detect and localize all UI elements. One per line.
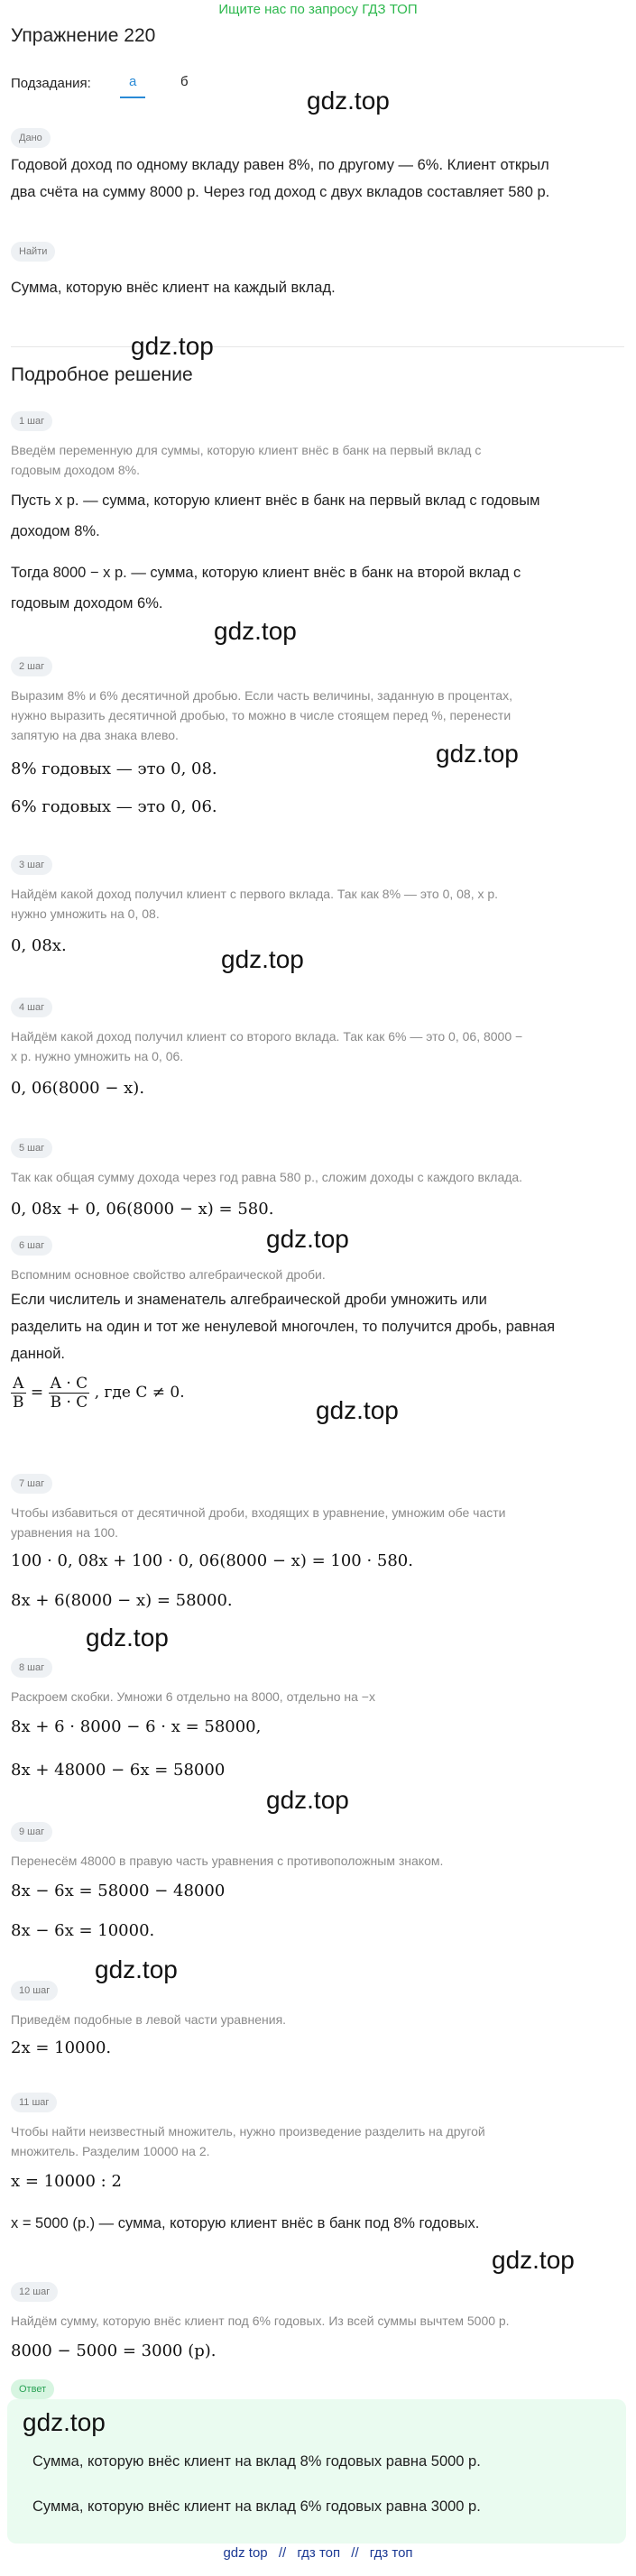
answer-line-1: Сумма, которую внёс клиент на вклад 8% годовых равна 5000 р. [32,2453,481,2470]
given-line-1: Годовой доход по одному вкладу равен 8%, по другому — 6%. Клиент открыл [11,157,549,173]
step-2-pill: 2 шаг [11,657,52,676]
section-title: Подробное решение [11,364,193,385]
watermark: gdz.top [266,1786,349,1814]
step-9-hint-1: Перенесём 48000 в правую часть уравнения с противоположным знаком. [11,1854,444,1868]
footer-links [0,2545,636,2561]
step-12-pill: 12 шаг [11,2282,58,2302]
step-8-hint-1: Раскроем скобки. Умножи 6 отдельно на 8000, отдельно на −x [11,1689,375,1704]
step-10-line-1: 2x = 10000. [11,2038,112,2057]
answer-line-2: Сумма, которую внёс клиент на вклад 6% годовых равна 3000 р. [32,2498,481,2515]
step-5-pill: 5 шаг [11,1138,52,1158]
given-pill: Дано [11,128,51,148]
footer-link-1[interactable]: gdz top [223,2545,268,2561]
step-1-line-3: Тогда 8000 − x р. — сумма, которую клиент внёс в банк на второй вклад с [11,565,521,581]
step-2-hint-3: запятую на два знака влево. [11,728,179,742]
watermark: gdz.top [214,617,297,645]
step-6-pill: 6 шаг [11,1236,52,1256]
step-6-line-3: данной. [11,1346,66,1362]
watermark: gdz.top [95,1955,178,1983]
step-7-hint-1: Чтобы избавиться от десятичной дроби, входящих в уравнение, умножим обе части [11,1505,506,1520]
step-2-hint-2: нужно выразить десятичной дробью, то можно в числе стоящем перед %, перенести [11,708,512,722]
footer-link-3[interactable]: гдз топ [369,2545,413,2561]
step-11-hint-2: множитель. Разделим 10000 на 2. [11,2144,210,2158]
watermark: gdz.top [86,1624,169,1651]
step-7-hint-2: уравнения на 100. [11,1525,119,1540]
step-6-line-2: разделить на один и тот же ненулевой многочлен, то получится дробь, равная [11,1319,556,1335]
step-3-line-1: 0, 08x. [11,936,67,955]
page-title: Упражнение 220 [11,25,156,46]
step-3-hint-2: нужно умножить на 0, 08. [11,906,160,921]
step-6-hint-1: Вспомним основное свойство алгебраической дроби. [11,1267,326,1282]
step-8-pill: 8 шаг [11,1658,52,1678]
step-4-pill: 4 шаг [11,998,52,1017]
watermark: gdz.top [436,740,519,768]
step-11-line-2: x = 5000 (р.) — сумма, которую клиент внёс в банк под 8% годовых. [11,2215,480,2231]
step-1-hint-1: Введём переменную для суммы, которую клиент внёс в банк на первый вклад с [11,443,482,457]
watermark: gdz.top [492,2246,575,2274]
subtasks-label: Подзадания: [11,76,91,91]
step-4-hint-1: Найдём какой доход получил клиент со второго вклада. Так как 6% — это 0, 06, 8000 − [11,1029,523,1044]
step-10-hint-1: Приведём подобные в левой части уравнения. [11,2012,287,2027]
step-2-hint-1: Выразим 8% и 6% десятичной дробью. Если часть величины, заданную в процентах, [11,688,512,703]
step-7-pill: 7 шаг [11,1474,52,1494]
step-2-line-1: 8% годовых — это 0, 08. [11,759,217,778]
step-1-line-2: доходом 8%. [11,523,100,539]
step-4-hint-2: x р. нужно умножить на 0, 06. [11,1049,184,1063]
step-1-pill: 1 шаг [11,411,52,431]
step-1-line-4: годовым доходом 6%. [11,595,163,612]
watermark: gdz.top [316,1396,399,1424]
step-9-pill: 9 шаг [11,1822,52,1842]
given-line-2: два счёта на сумму 8000 р. Через год доход с двух вкладов составляет 580 р. [11,184,550,200]
step-12-line-1: 8000 − 5000 = 3000 (р). [11,2341,217,2360]
step-7-line-2: 8x + 6(8000 − x) = 58000. [11,1591,233,1610]
step-8-line-1: 8x + 6 · 8000 − 6 · x = 58000, [11,1717,262,1736]
step-2-line-2: 6% годовых — это 0, 06. [11,797,217,816]
step-3-pill: 3 шаг [11,855,52,875]
step-8-line-2: 8x + 48000 − 6x = 58000 [11,1761,226,1780]
step-12-hint-1: Найдём сумму, которую внёс клиент под 6% годовых. Из всей суммы вычтем 5000 р. [11,2314,510,2328]
find-text: Сумма, которую внёс клиент на каждый вклад. [11,280,336,296]
watermark: gdz.top [131,332,214,360]
answer-pill: Ответ [11,2379,54,2399]
watermark: gdz.top [266,1225,349,1253]
footer-separator: // [278,2545,287,2561]
step-5-hint-1: Так как общая сумму дохода через год равна 580 р., сложим доходы с каждого вклада. [11,1170,523,1184]
step-11-hint-1: Чтобы найти неизвестный множитель, нужно произведение разделить на другой [11,2124,485,2139]
step-11-pill: 11 шаг [11,2093,57,2112]
step-11-line-1: x = 10000 : 2 [11,2172,122,2191]
watermark: gdz.top [307,87,390,115]
watermark: gdz.top [23,2408,106,2436]
step-10-pill: 10 шаг [11,1981,58,2001]
step-3-hint-1: Найдём какой доход получил клиент с первого вклада. Так как 8% — это 0, 08, x р. [11,887,499,901]
step-1-hint-2: годовым доходом 8%. [11,463,140,477]
find-pill: Найти [11,242,55,262]
watermark: gdz.top [221,945,304,973]
step-1-line-1: Пусть x р. — сумма, которую клиент внёс в банк на первый вклад с годовым [11,492,540,509]
tab-subtask-b[interactable]: б [180,74,189,89]
top-search-link[interactable]: Ищите нас по запросу ГДЗ ТОП [218,2,418,17]
step-9-line-2: 8x − 6x = 10000. [11,1921,155,1940]
step-7-line-1: 100 · 0, 08x + 100 · 0, 06(8000 − x) = 100 · 580. [11,1551,413,1570]
footer-separator: // [351,2545,359,2561]
tab-subtask-a[interactable]: а [120,74,145,98]
step-5-line-1: 0, 08x + 0, 06(8000 − x) = 580. [11,1200,274,1219]
step-6-line-1: Если числитель и знаменатель алгебраической дроби умножить или [11,1292,487,1308]
divider [11,346,624,347]
step-4-line-1: 0, 06(8000 − x). [11,1079,145,1098]
step-6-fraction: $\frac{A}{B}$ = $\frac{A \cdot C}{B \cdot C}$ , где C ≠ 0. [13,1375,185,1412]
step-9-line-1: 8x − 6x = 58000 − 48000 [11,1881,226,1900]
footer-link-2[interactable]: гдз топ [297,2545,341,2561]
